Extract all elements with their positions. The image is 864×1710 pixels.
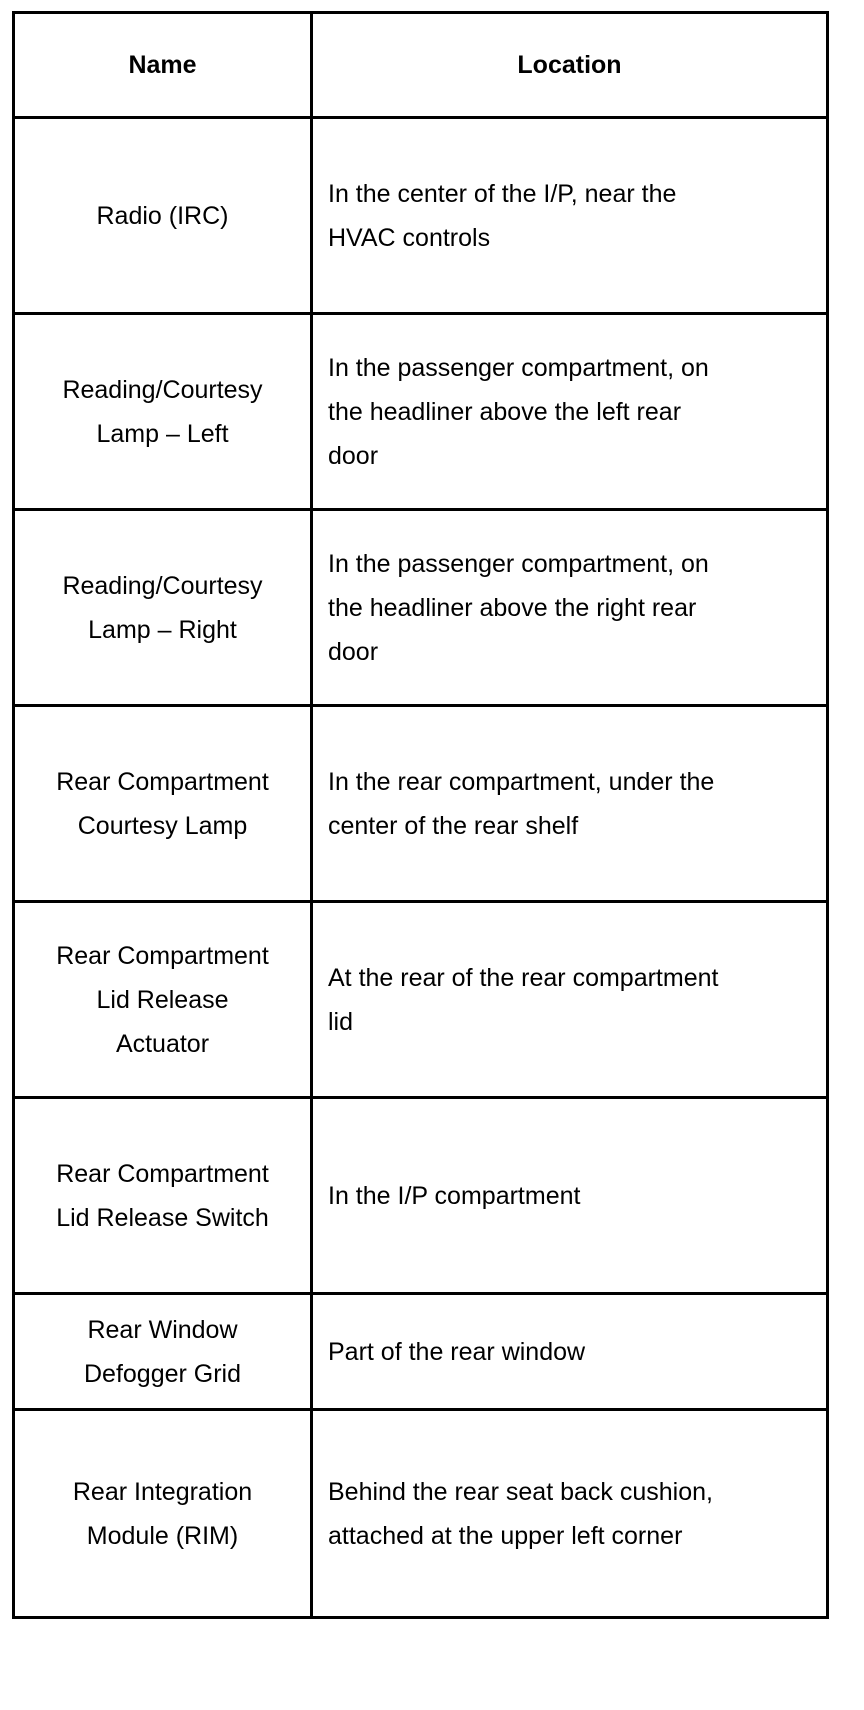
table-row	[14, 1098, 828, 1294]
location-cell	[312, 1410, 828, 1618]
location-cell	[312, 314, 828, 510]
name-cell	[14, 510, 312, 706]
table-row	[14, 1294, 828, 1410]
table-row	[14, 706, 828, 902]
component-name: Reading/Courtesy Lamp – Right	[62, 571, 263, 644]
header-name: Name	[14, 13, 312, 118]
component-name: Rear Compartment Lid Release Actuator	[56, 941, 269, 1058]
component-name: Radio (IRC)	[96, 201, 229, 230]
component-name: Rear Compartment Courtesy Lamp	[56, 767, 269, 840]
component-location: In the rear compartment, under the center of the rear shelf	[328, 767, 715, 840]
name-cell	[14, 118, 312, 314]
table-header-row	[14, 13, 828, 118]
component-name: Rear Window Defogger Grid	[83, 1315, 242, 1388]
location-cell	[312, 118, 828, 314]
location-cell	[312, 1294, 828, 1410]
component-location: In the I/P compartment	[328, 1181, 581, 1210]
name-cell	[14, 706, 312, 902]
table-row	[14, 510, 828, 706]
component-location: At the rear of the rear compartment lid	[328, 963, 719, 1036]
location-cell	[312, 510, 828, 706]
name-cell	[14, 314, 312, 510]
table-row	[14, 118, 828, 314]
component-name: Rear Compartment Lid Release Switch	[56, 1159, 269, 1232]
component-location: Behind the rear seat back cushion, attached at the upper left corner	[328, 1477, 713, 1550]
component-location: In the passenger compartment, on the headliner above the right rear door	[328, 549, 709, 666]
name-cell	[14, 1098, 312, 1294]
location-cell	[312, 1098, 828, 1294]
name-cell	[14, 902, 312, 1098]
component-location: In the passenger compartment, on the headliner above the left rear door	[328, 353, 709, 470]
component-name: Reading/Courtesy Lamp – Left	[62, 375, 263, 448]
location-cell	[312, 706, 828, 902]
table-row	[14, 902, 828, 1098]
header-location: Location	[312, 13, 828, 118]
table-row	[14, 314, 828, 510]
name-cell	[14, 1294, 312, 1410]
component-location: Part of the rear window	[328, 1337, 586, 1366]
location-cell	[312, 902, 828, 1098]
component-location: In the center of the I/P, near the HVAC controls	[328, 179, 677, 252]
table-row	[14, 1410, 828, 1618]
component-location-table	[12, 11, 829, 1619]
name-cell	[14, 1410, 312, 1618]
component-name: Rear Integration Module (RIM)	[72, 1477, 253, 1550]
